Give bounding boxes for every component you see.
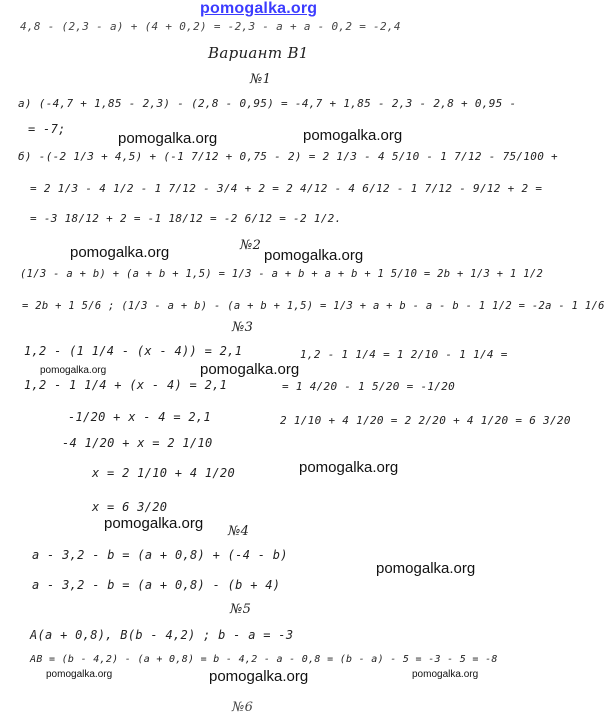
task3-number: №3 [232, 320, 254, 335]
task2-line2: = 2b + 1 5/6 ; (1/3 - a + b) - (a + b + 1,5) = 1/3 + a + b - a - b - 1 1/2 = -2a - 1 1/6 [22, 300, 605, 312]
watermark-11: pomogalka.org [209, 668, 309, 685]
task4-line2: a - 3,2 - b = (a + 0,8) - (b + 4) [32, 578, 281, 592]
task2-number: №2 [240, 238, 262, 253]
watermark-3: pomogalka.org [70, 244, 170, 261]
task1-a-line1: а) (-4,7 + 1,85 - 2,3) - (2,8 - 0,95) = -4,7 + 1,85 - 2,3 - 2,8 + 0,95 - [18, 97, 517, 110]
task5-number: №5 [230, 602, 252, 617]
task3-left-line1: 1,2 - (1 1/4 - (x - 4)) = 2,1 [24, 344, 243, 358]
task5-line1: A(a + 0,8), B(b - 4,2) ; b - a = -3 [30, 628, 294, 642]
task3-left-line6: x = 6 3/20 [92, 500, 168, 514]
task3-left-line5: x = 2 1/10 + 4 1/20 [92, 466, 235, 480]
watermark-1: pomogalka.org [118, 130, 218, 147]
task1-b-line1: б) -(-2 1/3 + 4,5) + (-1 7/12 + 0,75 - 2) = 2 1/3 - 4 5/10 - 1 7/12 - 75/100 + [18, 150, 558, 163]
task3-right-line2: = 1 4/20 - 1 5/20 = -1/20 [282, 380, 456, 393]
task3-left-line2: 1,2 - 1 1/4 + (x - 4) = 2,1 [24, 378, 228, 392]
task4-line1: a - 3,2 - b = (a + 0,8) + (-4 - b) [32, 548, 288, 562]
task6-number: №6 [232, 700, 254, 715]
task1-a-line2: = -7; [28, 122, 66, 136]
watermark-2: pomogalka.org [303, 127, 403, 144]
watermark-5: pomogalka.org [40, 365, 107, 376]
task3-right-line1: 1,2 - 1 1/4 = 1 2/10 - 1 1/4 = [300, 348, 508, 361]
task1-b-line2: = 2 1/3 - 4 1/2 - 1 7/12 - 3/4 + 2 = 2 4/12 - 4 6/12 - 1 7/12 - 9/12 + 2 = [30, 182, 543, 195]
variant-title: Вариант В1 [208, 44, 309, 62]
watermark-9: pomogalka.org [376, 560, 476, 577]
task2-line1: (1/3 - a + b) + (a + b + 1,5) = 1/3 - a + b + a + b + 1 5/10 = 2b + 1/3 + 1 1/2 [20, 268, 544, 280]
task1-number: №1 [250, 72, 272, 87]
watermark-6: pomogalka.org [200, 361, 300, 378]
watermark-4: pomogalka.org [264, 247, 364, 264]
task5-line2: AB = (b - 4,2) - (a + 0,8) = b - 4,2 - a - 0,8 = (b - a) - 5 = -3 - 5 = -8 [30, 654, 498, 665]
watermark-7: pomogalka.org [299, 459, 399, 476]
watermark-12: pomogalka.org [412, 669, 479, 680]
watermark-10: pomogalka.org [46, 669, 113, 680]
task4-number: №4 [228, 524, 250, 539]
task3-left-line3: -1/20 + x - 4 = 2,1 [68, 410, 211, 424]
watermark-top[interactable]: pomogalka.org [200, 0, 318, 17]
task3-right-line3: 2 1/10 + 4 1/20 = 2 2/20 + 4 1/20 = 6 3/20 [280, 414, 571, 427]
header-equation: 4,8 - (2,3 - a) + (4 + 0,2) = -2,3 - a + a - 0,2 = -2,4 [20, 20, 401, 33]
task1-b-line3: = -3 18/12 + 2 = -1 18/12 = -2 6/12 = -2 1/2. [30, 212, 342, 225]
task3-left-line4: -4 1/20 + x = 2 1/10 [62, 436, 213, 450]
watermark-8: pomogalka.org [104, 515, 204, 532]
